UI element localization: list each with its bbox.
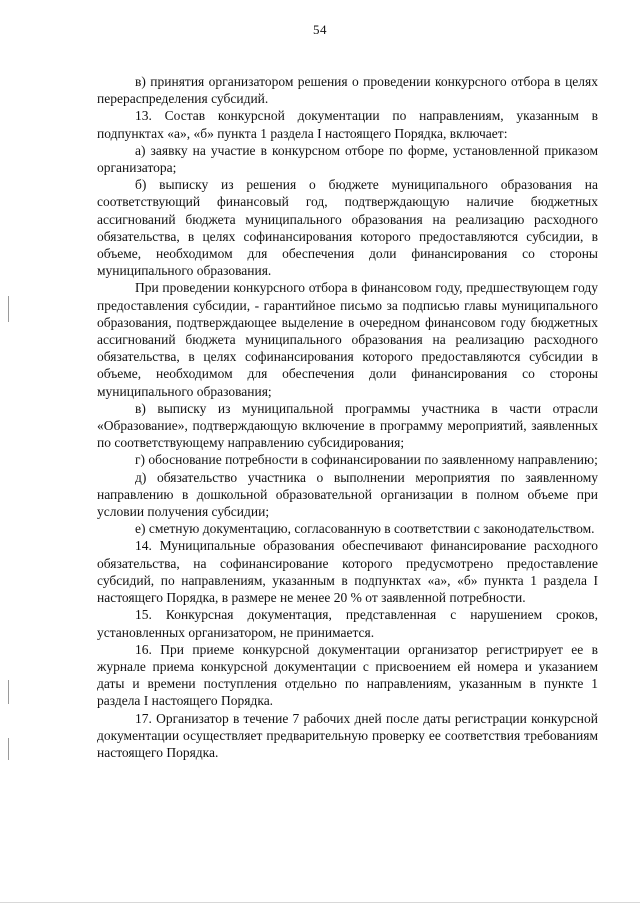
paragraph-15-rejection: 15. Конкурсная документация, представленная с нарушением сроков, установленных организатором, не принимается. bbox=[97, 607, 598, 640]
paragraph-17-verification: 17. Организатор в течение 7 рабочих дней после даты регистрации конкурсной документации осуществляет предварительную проверку ее соответствия требованиям настоящего Порядка. bbox=[97, 710, 598, 760]
scan-edge-mark-top bbox=[8, 296, 9, 322]
paragraph-item-v-redistribution: в) принятия организатором решения о проведении конкурсного отбора в целях перераспределения субсидий. bbox=[97, 74, 598, 107]
paragraph-16-registration: 16. При приеме конкурсной документации организатор регистрирует ее в журнале приема конкурсной документации с присвоением ей номера и указанием даты и времени поступления отдельно по направлениям, указанным в пункте 1 раздела I настоящего Порядка. bbox=[97, 641, 598, 709]
scan-edge-mark-bottom bbox=[8, 738, 9, 760]
paragraph-item-a-application: а) заявку на участие в конкурсном отборе по форме, установленной приказом организатора; bbox=[97, 142, 598, 176]
scan-edge-mark-middle bbox=[8, 680, 9, 704]
paragraph-item-v-program-extract: в) выписку из муниципальной программы участника в части отрасли «Образование», подтверждающую включение в программу мероприятий, заявленных по соответствующему направлению субсидирования; bbox=[97, 400, 598, 451]
paragraph-14-financing: 14. Муниципальные образования обеспечивают финансирование расходного обязательства, на софинансирование которого предусмотрено предоставление субсидий, по направлениям, указанным в подпунктах «а», «б» пункта 1 раздела I настоящего Порядка, в размере не менее 20 % от заявленной потребности. bbox=[97, 538, 598, 606]
paragraph-13-documentation-composition: 13. Состав конкурсной документации по направлениям, указанным в подпунктах «а», «б» пункта 1 раздела I настоящего Порядка, включает: bbox=[97, 108, 598, 141]
paragraph-item-d-obligation: д) обязательство участника о выполнении мероприятия по заявленному направлению в дошкольной образовательной организации в полном объеме при условии получения субсидии; bbox=[97, 469, 598, 520]
document-body bbox=[97, 73, 598, 761]
page-number: 54 bbox=[313, 22, 327, 37]
paragraph-item-b-budget-extract: б) выписку из решения о бюджете муниципального образования на соответствующий финансовый год, подтверждающую наличие бюджетных ассигнований бюджета муниципального образования на реализацию расходного обязательства, в целях софинансирования которого предоставляются субсидии, в объеме, необходимом для обеспечения доли финансирования со стороны муниципального образования. bbox=[97, 177, 598, 279]
paragraph-item-e-estimate: е) сметную документацию, согласованную в соответствии с законодательством. bbox=[135, 521, 595, 537]
paragraph-guarantee-letter: При проведении конкурсного отбора в финансовом году, предшествующем году предоставления субсидии, - гарантийное письмо за подписью главы муниципального образования, подтверждающее выделение в очередном финансовом году бюджетных ассигнований бюджета муниципального образования на реализацию расходного обязательства, в целях софинансирования которого предоставляются субсидии в объеме, необходимом для обеспечения доли финансирования со стороны муниципального образования; bbox=[97, 280, 598, 399]
paragraph-item-g-justification: г) обоснование потребности в софинансировании по заявленному направлению; bbox=[135, 452, 598, 468]
scan-bottom-edge bbox=[0, 902, 640, 903]
